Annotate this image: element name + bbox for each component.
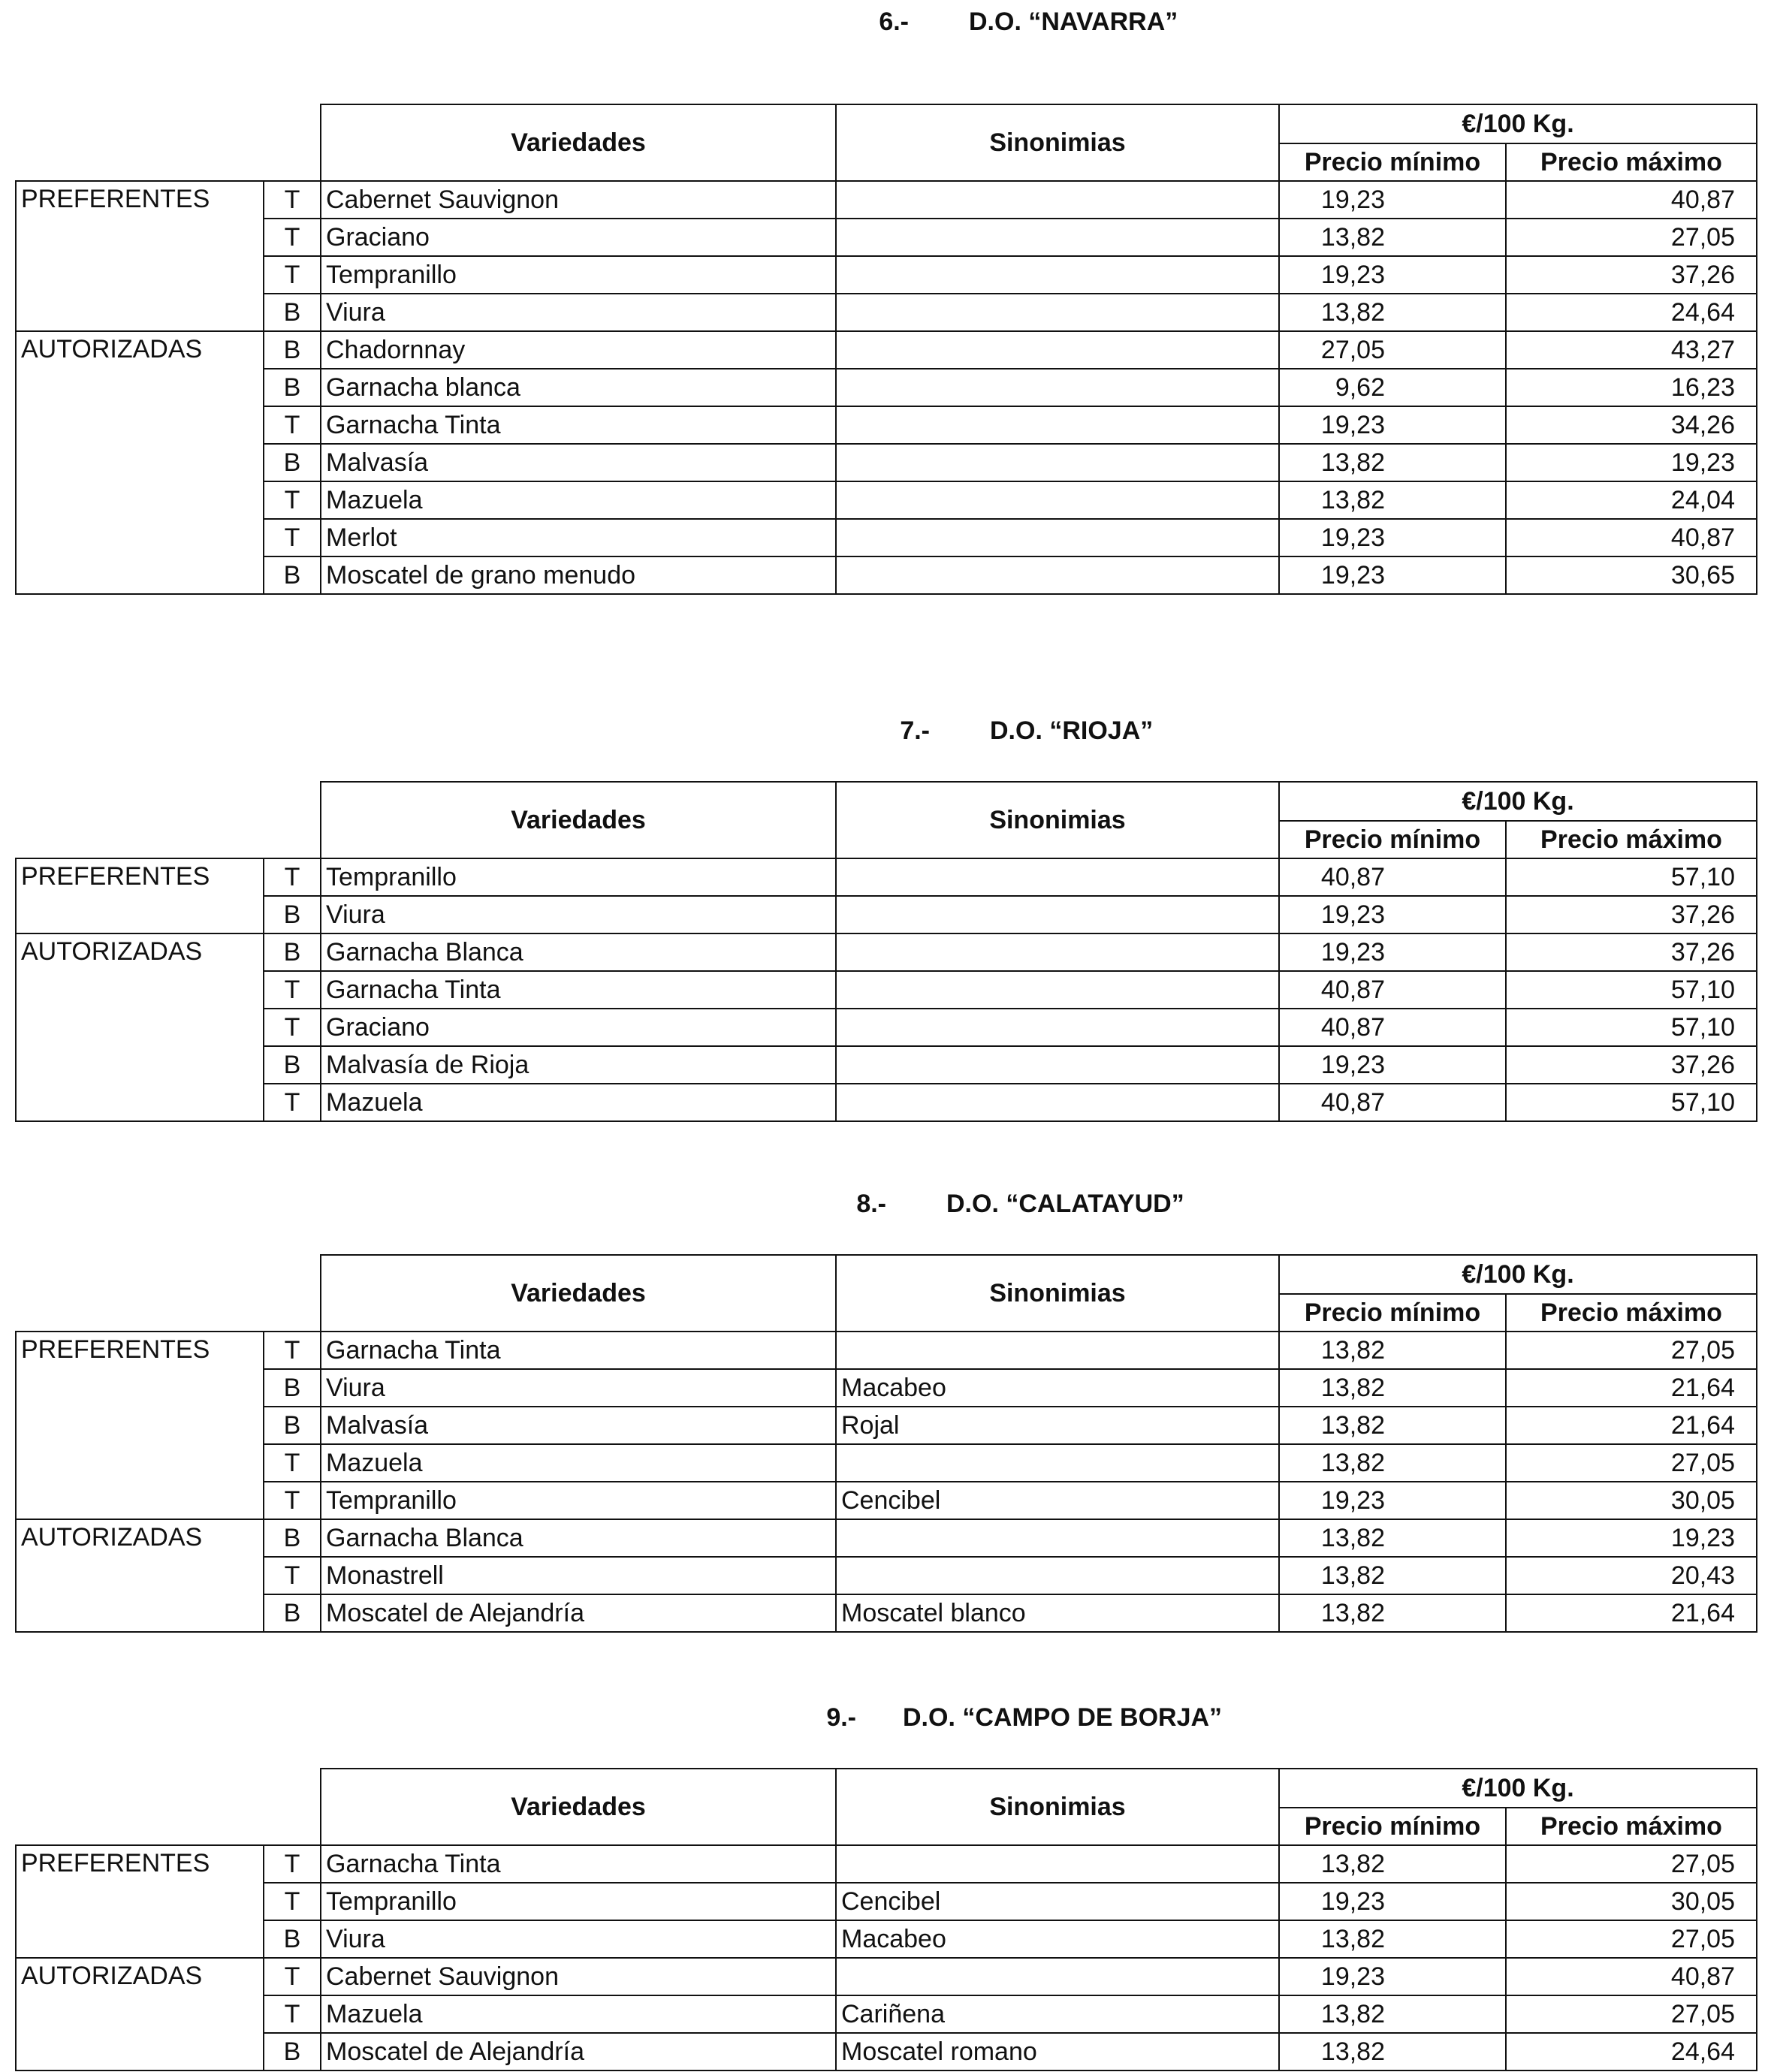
table-row bbox=[16, 444, 1757, 481]
section-title bbox=[0, 1185, 1771, 1223]
min-price-cell: 19,23 bbox=[1279, 181, 1506, 219]
max-price-cell: 27,05 bbox=[1506, 1332, 1757, 1369]
variety-cell: Monastrell bbox=[321, 1557, 836, 1594]
variety-cell: Garnacha Blanca bbox=[321, 1519, 836, 1557]
variety-cell: Graciano bbox=[321, 219, 836, 256]
variety-cell: Cabernet Sauvignon bbox=[321, 181, 836, 219]
type-cell: B bbox=[264, 1519, 321, 1557]
max-price-cell: 27,05 bbox=[1506, 1995, 1757, 2033]
max-price-cell: 37,26 bbox=[1506, 896, 1757, 933]
type-cell: B bbox=[264, 444, 321, 481]
max-price-cell: 57,10 bbox=[1506, 858, 1757, 896]
category-cell bbox=[16, 1594, 264, 1632]
type-cell: B bbox=[264, 1369, 321, 1407]
price-unit-header: €/100 Kg. bbox=[1279, 1255, 1757, 1294]
variety-cell: Garnacha Tinta bbox=[321, 1845, 836, 1883]
min-price-cell: 19,23 bbox=[1279, 896, 1506, 933]
min-price-cell: 13,82 bbox=[1279, 1444, 1506, 1482]
min-price-cell: 40,87 bbox=[1279, 971, 1506, 1009]
synonym-cell bbox=[836, 331, 1279, 369]
type-cell: T bbox=[264, 1444, 321, 1482]
synonym-cell bbox=[836, 256, 1279, 294]
max-price-cell: 21,64 bbox=[1506, 1407, 1757, 1444]
max-price-cell: 21,64 bbox=[1506, 1594, 1757, 1632]
type-cell: T bbox=[264, 406, 321, 444]
synonym-cell bbox=[836, 556, 1279, 594]
type-cell: T bbox=[264, 1332, 321, 1369]
category-cell bbox=[16, 256, 264, 294]
table-row bbox=[16, 971, 1757, 1009]
section-number: 7.- bbox=[900, 716, 930, 745]
min-price-cell: 13,82 bbox=[1279, 1845, 1506, 1883]
synonyms-header: Sinonimias bbox=[836, 1769, 1279, 1845]
synonym-cell bbox=[836, 1009, 1279, 1046]
min-price-cell: 40,87 bbox=[1279, 1084, 1506, 1121]
synonym-cell bbox=[836, 444, 1279, 481]
min-price-cell: 13,82 bbox=[1279, 294, 1506, 331]
min-price-header: Precio mínimo bbox=[1279, 143, 1506, 181]
min-price-cell: 19,23 bbox=[1279, 1482, 1506, 1519]
variety-cell: Viura bbox=[321, 294, 836, 331]
max-price-cell: 24,64 bbox=[1506, 294, 1757, 331]
max-price-cell: 16,23 bbox=[1506, 369, 1757, 406]
synonym-cell bbox=[836, 294, 1279, 331]
varieties-header: Variedades bbox=[321, 104, 836, 181]
synonym-cell: Moscatel blanco bbox=[836, 1594, 1279, 1632]
variety-cell: Tempranillo bbox=[321, 1883, 836, 1920]
category-cell bbox=[16, 1084, 264, 1121]
table-row bbox=[16, 1084, 1757, 1121]
type-cell: T bbox=[264, 219, 321, 256]
max-price-cell: 24,64 bbox=[1506, 2033, 1757, 2070]
category-cell bbox=[16, 1995, 264, 2033]
variety-cell: Garnacha Tinta bbox=[321, 971, 836, 1009]
type-cell: B bbox=[264, 1594, 321, 1632]
min-price-cell: 19,23 bbox=[1279, 519, 1506, 556]
table-row bbox=[16, 1594, 1757, 1632]
synonym-cell: Moscatel romano bbox=[836, 2033, 1279, 2070]
type-cell: B bbox=[264, 2033, 321, 2070]
min-price-header: Precio mínimo bbox=[1279, 1294, 1506, 1332]
category-cell bbox=[16, 896, 264, 933]
max-price-cell: 40,87 bbox=[1506, 519, 1757, 556]
price-table bbox=[15, 104, 1757, 595]
min-price-cell: 13,82 bbox=[1279, 219, 1506, 256]
variety-cell: Viura bbox=[321, 896, 836, 933]
type-cell: B bbox=[264, 369, 321, 406]
synonym-cell bbox=[836, 1046, 1279, 1084]
category-cell bbox=[16, 1444, 264, 1482]
max-price-cell: 21,64 bbox=[1506, 1369, 1757, 1407]
table-row bbox=[16, 1845, 1757, 1883]
min-price-cell: 27,05 bbox=[1279, 331, 1506, 369]
min-price-cell: 19,23 bbox=[1279, 556, 1506, 594]
variety-cell: Garnacha Blanca bbox=[321, 933, 836, 971]
section-name: D.O. “CAMPO DE BORJA” bbox=[903, 1703, 1223, 1732]
category-cell bbox=[16, 1009, 264, 1046]
variety-cell: Mazuela bbox=[321, 1444, 836, 1482]
max-price-cell: 37,26 bbox=[1506, 933, 1757, 971]
section-title bbox=[0, 3, 1771, 41]
max-price-cell: 37,26 bbox=[1506, 1046, 1757, 1084]
variety-cell: Merlot bbox=[321, 519, 836, 556]
variety-cell: Garnacha Tinta bbox=[321, 1332, 836, 1369]
type-cell: T bbox=[264, 858, 321, 896]
category-cell: PREFERENTES bbox=[16, 181, 264, 219]
max-price-cell: 57,10 bbox=[1506, 1009, 1757, 1046]
variety-cell: Garnacha Tinta bbox=[321, 406, 836, 444]
variety-cell: Moscatel de Alejandría bbox=[321, 1594, 836, 1632]
synonym-cell bbox=[836, 481, 1279, 519]
category-cell bbox=[16, 369, 264, 406]
table-row bbox=[16, 481, 1757, 519]
type-cell: T bbox=[264, 1557, 321, 1594]
type-cell: B bbox=[264, 1046, 321, 1084]
max-price-cell: 40,87 bbox=[1506, 1958, 1757, 1995]
table-row bbox=[16, 331, 1757, 369]
min-price-cell: 13,82 bbox=[1279, 1369, 1506, 1407]
section-name: D.O. “NAVARRA” bbox=[969, 8, 1178, 36]
synonym-cell bbox=[836, 1958, 1279, 1995]
category-cell bbox=[16, 971, 264, 1009]
synonym-cell bbox=[836, 1845, 1279, 1883]
max-price-header: Precio máximo bbox=[1506, 1808, 1757, 1845]
header-row bbox=[16, 104, 1757, 143]
variety-cell: Moscatel de Alejandría bbox=[321, 2033, 836, 2070]
table-row bbox=[16, 1557, 1757, 1594]
min-price-cell: 13,82 bbox=[1279, 444, 1506, 481]
category-cell bbox=[16, 1369, 264, 1407]
category-cell: AUTORIZADAS bbox=[16, 331, 264, 369]
min-price-cell: 19,23 bbox=[1279, 1883, 1506, 1920]
category-cell: AUTORIZADAS bbox=[16, 933, 264, 971]
price-table bbox=[15, 1254, 1757, 1633]
varieties-header: Variedades bbox=[321, 782, 836, 858]
table-row bbox=[16, 896, 1757, 933]
min-price-cell: 13,82 bbox=[1279, 1594, 1506, 1632]
type-cell: T bbox=[264, 1883, 321, 1920]
table-row bbox=[16, 1995, 1757, 2033]
category-cell bbox=[16, 406, 264, 444]
table-row bbox=[16, 1482, 1757, 1519]
type-cell: T bbox=[264, 181, 321, 219]
synonyms-header: Sinonimias bbox=[836, 782, 1279, 858]
table-row bbox=[16, 1958, 1757, 1995]
synonym-cell: Cencibel bbox=[836, 1482, 1279, 1519]
header-row bbox=[16, 1769, 1757, 1808]
max-price-cell: 30,05 bbox=[1506, 1883, 1757, 1920]
price-table bbox=[15, 1768, 1757, 2071]
variety-cell: Mazuela bbox=[321, 481, 836, 519]
price-table bbox=[15, 781, 1757, 1122]
type-cell: T bbox=[264, 1482, 321, 1519]
max-price-cell: 20,43 bbox=[1506, 1557, 1757, 1594]
min-price-cell: 13,82 bbox=[1279, 2033, 1506, 2070]
min-price-cell: 13,82 bbox=[1279, 1920, 1506, 1958]
table-row bbox=[16, 256, 1757, 294]
category-cell bbox=[16, 1883, 264, 1920]
category-cell bbox=[16, 1046, 264, 1084]
variety-cell: Moscatel de grano menudo bbox=[321, 556, 836, 594]
synonym-cell: Macabeo bbox=[836, 1920, 1279, 1958]
max-price-cell: 27,05 bbox=[1506, 1845, 1757, 1883]
min-price-cell: 13,82 bbox=[1279, 1995, 1506, 2033]
table-row bbox=[16, 1046, 1757, 1084]
type-cell: T bbox=[264, 1084, 321, 1121]
type-cell: B bbox=[264, 933, 321, 971]
synonym-cell bbox=[836, 1557, 1279, 1594]
variety-cell: Malvasía bbox=[321, 444, 836, 481]
min-price-cell: 40,87 bbox=[1279, 1009, 1506, 1046]
max-price-header: Precio máximo bbox=[1506, 143, 1757, 181]
max-price-cell: 57,10 bbox=[1506, 971, 1757, 1009]
min-price-cell: 19,23 bbox=[1279, 933, 1506, 971]
category-cell: PREFERENTES bbox=[16, 1332, 264, 1369]
section-name: D.O. “CALATAYUD” bbox=[946, 1190, 1184, 1218]
max-price-cell: 43,27 bbox=[1506, 331, 1757, 369]
min-price-cell: 13,82 bbox=[1279, 1332, 1506, 1369]
synonym-cell bbox=[836, 519, 1279, 556]
table-row bbox=[16, 933, 1757, 971]
category-cell bbox=[16, 2033, 264, 2070]
type-cell: T bbox=[264, 519, 321, 556]
section-title bbox=[0, 712, 1771, 749]
max-price-cell: 30,65 bbox=[1506, 556, 1757, 594]
price-unit-header: €/100 Kg. bbox=[1279, 1769, 1757, 1808]
type-cell: T bbox=[264, 1845, 321, 1883]
synonym-cell bbox=[836, 1084, 1279, 1121]
section-number: 6.- bbox=[879, 8, 909, 36]
synonym-cell bbox=[836, 1519, 1279, 1557]
section-number: 8.- bbox=[856, 1190, 886, 1218]
variety-cell: Tempranillo bbox=[321, 256, 836, 294]
min-price-header: Precio mínimo bbox=[1279, 821, 1506, 858]
max-price-cell: 27,05 bbox=[1506, 219, 1757, 256]
max-price-header: Precio máximo bbox=[1506, 1294, 1757, 1332]
variety-cell: Chadornnay bbox=[321, 331, 836, 369]
type-cell: T bbox=[264, 1009, 321, 1046]
varieties-header: Variedades bbox=[321, 1255, 836, 1332]
synonym-cell bbox=[836, 406, 1279, 444]
min-price-cell: 19,23 bbox=[1279, 1046, 1506, 1084]
synonym-cell: Cariñena bbox=[836, 1995, 1279, 2033]
table-row bbox=[16, 1920, 1757, 1958]
category-cell bbox=[16, 219, 264, 256]
category-cell: PREFERENTES bbox=[16, 858, 264, 896]
type-cell: B bbox=[264, 1407, 321, 1444]
section-number: 9.- bbox=[826, 1703, 856, 1732]
variety-cell: Tempranillo bbox=[321, 858, 836, 896]
variety-cell: Mazuela bbox=[321, 1084, 836, 1121]
min-price-cell: 40,87 bbox=[1279, 858, 1506, 896]
type-cell: B bbox=[264, 294, 321, 331]
section-name: D.O. “RIOJA” bbox=[990, 716, 1154, 745]
max-price-cell: 27,05 bbox=[1506, 1444, 1757, 1482]
synonym-cell bbox=[836, 971, 1279, 1009]
type-cell: B bbox=[264, 896, 321, 933]
category-cell bbox=[16, 1407, 264, 1444]
type-cell: B bbox=[264, 556, 321, 594]
max-price-cell: 57,10 bbox=[1506, 1084, 1757, 1121]
table-row bbox=[16, 406, 1757, 444]
header-row bbox=[16, 782, 1757, 821]
min-price-cell: 13,82 bbox=[1279, 1557, 1506, 1594]
category-cell bbox=[16, 1920, 264, 1958]
type-cell: T bbox=[264, 971, 321, 1009]
table-row bbox=[16, 219, 1757, 256]
synonym-cell: Cencibel bbox=[836, 1883, 1279, 1920]
category-cell bbox=[16, 294, 264, 331]
min-price-cell: 19,23 bbox=[1279, 406, 1506, 444]
table-row bbox=[16, 369, 1757, 406]
table-row bbox=[16, 1332, 1757, 1369]
max-price-cell: 37,26 bbox=[1506, 256, 1757, 294]
min-price-header: Precio mínimo bbox=[1279, 1808, 1506, 1845]
table-row bbox=[16, 1009, 1757, 1046]
synonym-cell: Macabeo bbox=[836, 1369, 1279, 1407]
min-price-cell: 19,23 bbox=[1279, 1958, 1506, 1995]
price-unit-header: €/100 Kg. bbox=[1279, 104, 1757, 143]
type-cell: T bbox=[264, 481, 321, 519]
synonym-cell bbox=[836, 933, 1279, 971]
synonym-cell bbox=[836, 219, 1279, 256]
header-row bbox=[16, 1255, 1757, 1294]
table-row bbox=[16, 1407, 1757, 1444]
category-cell: PREFERENTES bbox=[16, 1845, 264, 1883]
category-cell bbox=[16, 519, 264, 556]
synonym-cell bbox=[836, 896, 1279, 933]
type-cell: T bbox=[264, 1995, 321, 2033]
synonyms-header: Sinonimias bbox=[836, 1255, 1279, 1332]
max-price-cell: 19,23 bbox=[1506, 1519, 1757, 1557]
category-cell: AUTORIZADAS bbox=[16, 1519, 264, 1557]
max-price-cell: 19,23 bbox=[1506, 444, 1757, 481]
synonym-cell bbox=[836, 858, 1279, 896]
variety-cell: Cabernet Sauvignon bbox=[321, 1958, 836, 1995]
type-cell: T bbox=[264, 256, 321, 294]
min-price-cell: 13,82 bbox=[1279, 481, 1506, 519]
synonym-cell bbox=[836, 369, 1279, 406]
category-cell: AUTORIZADAS bbox=[16, 1958, 264, 1995]
category-cell bbox=[16, 1482, 264, 1519]
category-cell bbox=[16, 556, 264, 594]
section-title bbox=[0, 1699, 1771, 1736]
max-price-cell: 27,05 bbox=[1506, 1920, 1757, 1958]
synonym-cell: Rojal bbox=[836, 1407, 1279, 1444]
table-row bbox=[16, 1444, 1757, 1482]
table-row bbox=[16, 1883, 1757, 1920]
category-cell bbox=[16, 481, 264, 519]
variety-cell: Viura bbox=[321, 1369, 836, 1407]
type-cell: T bbox=[264, 1958, 321, 1995]
synonym-cell bbox=[836, 181, 1279, 219]
max-price-cell: 40,87 bbox=[1506, 181, 1757, 219]
variety-cell: Malvasía de Rioja bbox=[321, 1046, 836, 1084]
synonyms-header: Sinonimias bbox=[836, 104, 1279, 181]
max-price-cell: 24,04 bbox=[1506, 481, 1757, 519]
max-price-cell: 34,26 bbox=[1506, 406, 1757, 444]
variety-cell: Malvasía bbox=[321, 1407, 836, 1444]
table-row bbox=[16, 858, 1757, 896]
table-row bbox=[16, 556, 1757, 594]
min-price-cell: 19,23 bbox=[1279, 256, 1506, 294]
table-row bbox=[16, 1369, 1757, 1407]
max-price-cell: 30,05 bbox=[1506, 1482, 1757, 1519]
min-price-cell: 13,82 bbox=[1279, 1519, 1506, 1557]
min-price-cell: 13,82 bbox=[1279, 1407, 1506, 1444]
table-row bbox=[16, 1519, 1757, 1557]
variety-cell: Graciano bbox=[321, 1009, 836, 1046]
min-price-cell: 9,62 bbox=[1279, 369, 1506, 406]
synonym-cell bbox=[836, 1444, 1279, 1482]
variety-cell: Tempranillo bbox=[321, 1482, 836, 1519]
category-cell bbox=[16, 1557, 264, 1594]
category-cell bbox=[16, 444, 264, 481]
variety-cell: Garnacha blanca bbox=[321, 369, 836, 406]
varieties-header: Variedades bbox=[321, 1769, 836, 1845]
price-unit-header: €/100 Kg. bbox=[1279, 782, 1757, 821]
synonym-cell bbox=[836, 1332, 1279, 1369]
table-row bbox=[16, 181, 1757, 219]
type-cell: B bbox=[264, 331, 321, 369]
table-row bbox=[16, 519, 1757, 556]
table-row bbox=[16, 294, 1757, 331]
variety-cell: Mazuela bbox=[321, 1995, 836, 2033]
type-cell: B bbox=[264, 1920, 321, 1958]
variety-cell: Viura bbox=[321, 1920, 836, 1958]
max-price-header: Precio máximo bbox=[1506, 821, 1757, 858]
table-row bbox=[16, 2033, 1757, 2070]
